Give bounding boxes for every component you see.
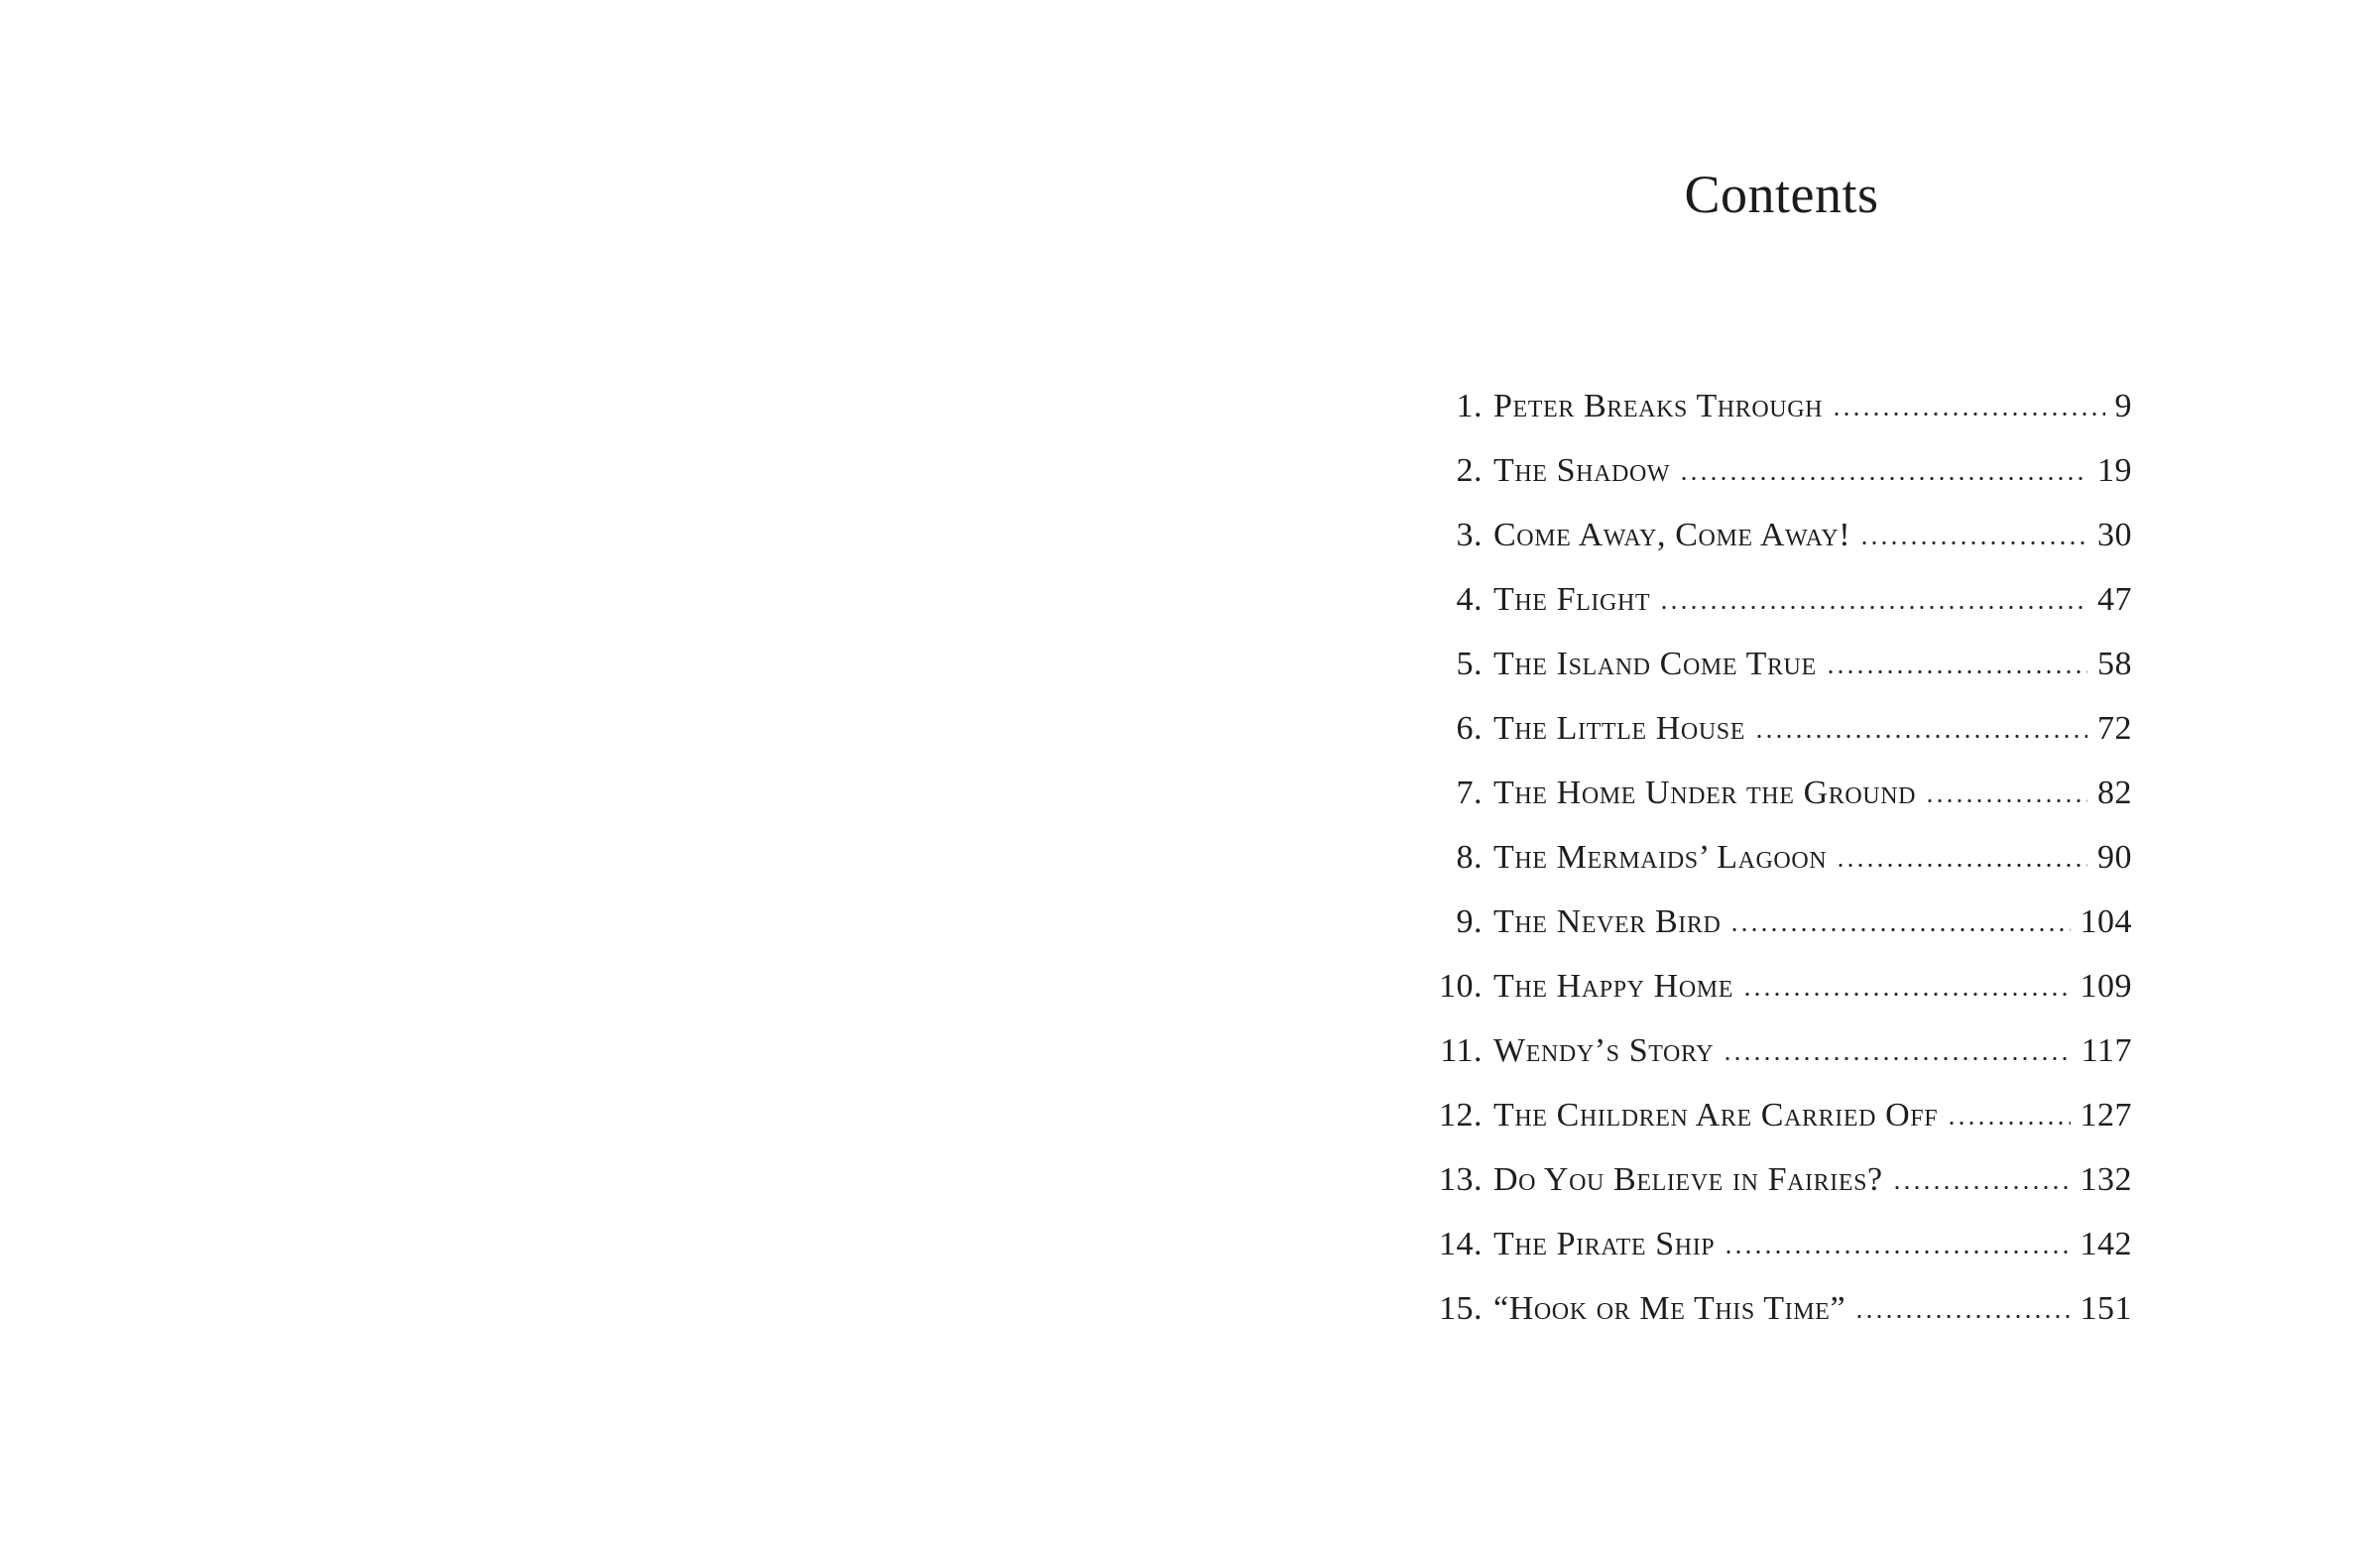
chapter-title: The Island Come True — [1493, 646, 1817, 682]
chapter-title: Come Away, Come Away! — [1493, 517, 1851, 553]
toc-entry — [1431, 581, 2132, 646]
chapter-title: Peter Breaks Through — [1493, 388, 1824, 424]
dot-leader — [1659, 605, 2087, 610]
toc-entry — [1431, 903, 2132, 968]
toc-entry — [1431, 388, 2132, 452]
page-number: 90 — [2097, 839, 2132, 876]
toc-entry — [1431, 1032, 2132, 1097]
dot-leader — [1742, 992, 2071, 997]
toc-entry — [1431, 775, 2132, 839]
dot-leader — [1826, 669, 2087, 674]
dot-leader — [1679, 476, 2087, 481]
page-number: 142 — [2080, 1226, 2132, 1262]
chapter-title: The Pirate Ship — [1493, 1226, 1716, 1262]
toc-entry — [1431, 839, 2132, 903]
page-number: 109 — [2080, 968, 2132, 1005]
chapter-number: 4. — [1456, 581, 1483, 618]
chapter-number: 9. — [1456, 903, 1483, 940]
toc-entry — [1431, 968, 2132, 1032]
dot-leader — [1724, 1250, 2070, 1255]
toc-entry — [1431, 517, 2132, 581]
page-number: 19 — [2097, 452, 2132, 489]
dot-leader — [1859, 540, 2087, 545]
page-number: 117 — [2081, 1032, 2132, 1069]
page-number: 58 — [2097, 646, 2132, 682]
chapter-title: Do You Believe in Fairies? — [1493, 1161, 1883, 1198]
toc-entry-list — [1431, 388, 2132, 1355]
chapter-number: 6. — [1456, 710, 1483, 747]
chapter-number: 2. — [1456, 452, 1483, 489]
toc-entry — [1431, 646, 2132, 710]
chapter-title: The Mermaids’ Lagoon — [1493, 839, 1828, 876]
dot-leader — [1723, 1056, 2072, 1061]
page-number: 47 — [2097, 581, 2132, 618]
chapter-title: The Shadow — [1493, 452, 1671, 489]
page-number: 82 — [2097, 775, 2132, 811]
dot-leader — [1854, 1314, 2070, 1319]
chapter-title: The Never Bird — [1493, 903, 1722, 940]
toc-entry — [1431, 1097, 2132, 1161]
chapter-number: 8. — [1456, 839, 1483, 876]
chapter-number: 14. — [1439, 1226, 1483, 1262]
chapter-number: 13. — [1439, 1161, 1483, 1198]
dot-leader — [1832, 412, 2104, 417]
chapter-number: 7. — [1456, 775, 1483, 811]
chapter-number: 5. — [1456, 646, 1483, 682]
toc-entry — [1431, 452, 2132, 517]
page-number: 104 — [2080, 903, 2132, 940]
page-number: 72 — [2097, 710, 2132, 747]
chapter-title: The Flight — [1493, 581, 1651, 618]
chapter-title: The Happy Home — [1493, 968, 1733, 1005]
chapter-title: The Children Are Carried Off — [1493, 1097, 1939, 1134]
dot-leader — [1729, 927, 2070, 932]
dot-leader — [1947, 1121, 2070, 1126]
page-title: Contents — [1684, 165, 1879, 224]
chapter-number: 10. — [1439, 968, 1483, 1005]
dot-leader — [1925, 798, 2087, 803]
page-number: 127 — [2080, 1097, 2132, 1134]
chapter-title: The Little House — [1493, 710, 1745, 747]
chapter-number: 11. — [1440, 1032, 1483, 1069]
page-number: 132 — [2080, 1161, 2132, 1198]
chapter-number: 1. — [1456, 388, 1483, 424]
chapter-title: “Hook or Me This Time” — [1493, 1290, 1846, 1327]
page-number: 30 — [2097, 517, 2132, 553]
table-of-contents — [1431, 165, 2132, 1355]
toc-entry — [1431, 1290, 2132, 1355]
chapter-title: The Home Under the Ground — [1493, 775, 1917, 811]
chapter-title: Wendy’s Story — [1493, 1032, 1715, 1069]
toc-entry — [1431, 710, 2132, 775]
page-number: 151 — [2080, 1290, 2132, 1327]
toc-entry — [1431, 1226, 2132, 1290]
dot-leader — [1754, 734, 2087, 739]
page-number: 9 — [2114, 388, 2132, 424]
dot-leader — [1892, 1185, 2071, 1190]
chapter-number: 15. — [1439, 1290, 1483, 1327]
chapter-number: 3. — [1456, 517, 1483, 553]
toc-entry — [1431, 1161, 2132, 1226]
chapter-number: 12. — [1439, 1097, 1483, 1134]
dot-leader — [1836, 863, 2087, 868]
